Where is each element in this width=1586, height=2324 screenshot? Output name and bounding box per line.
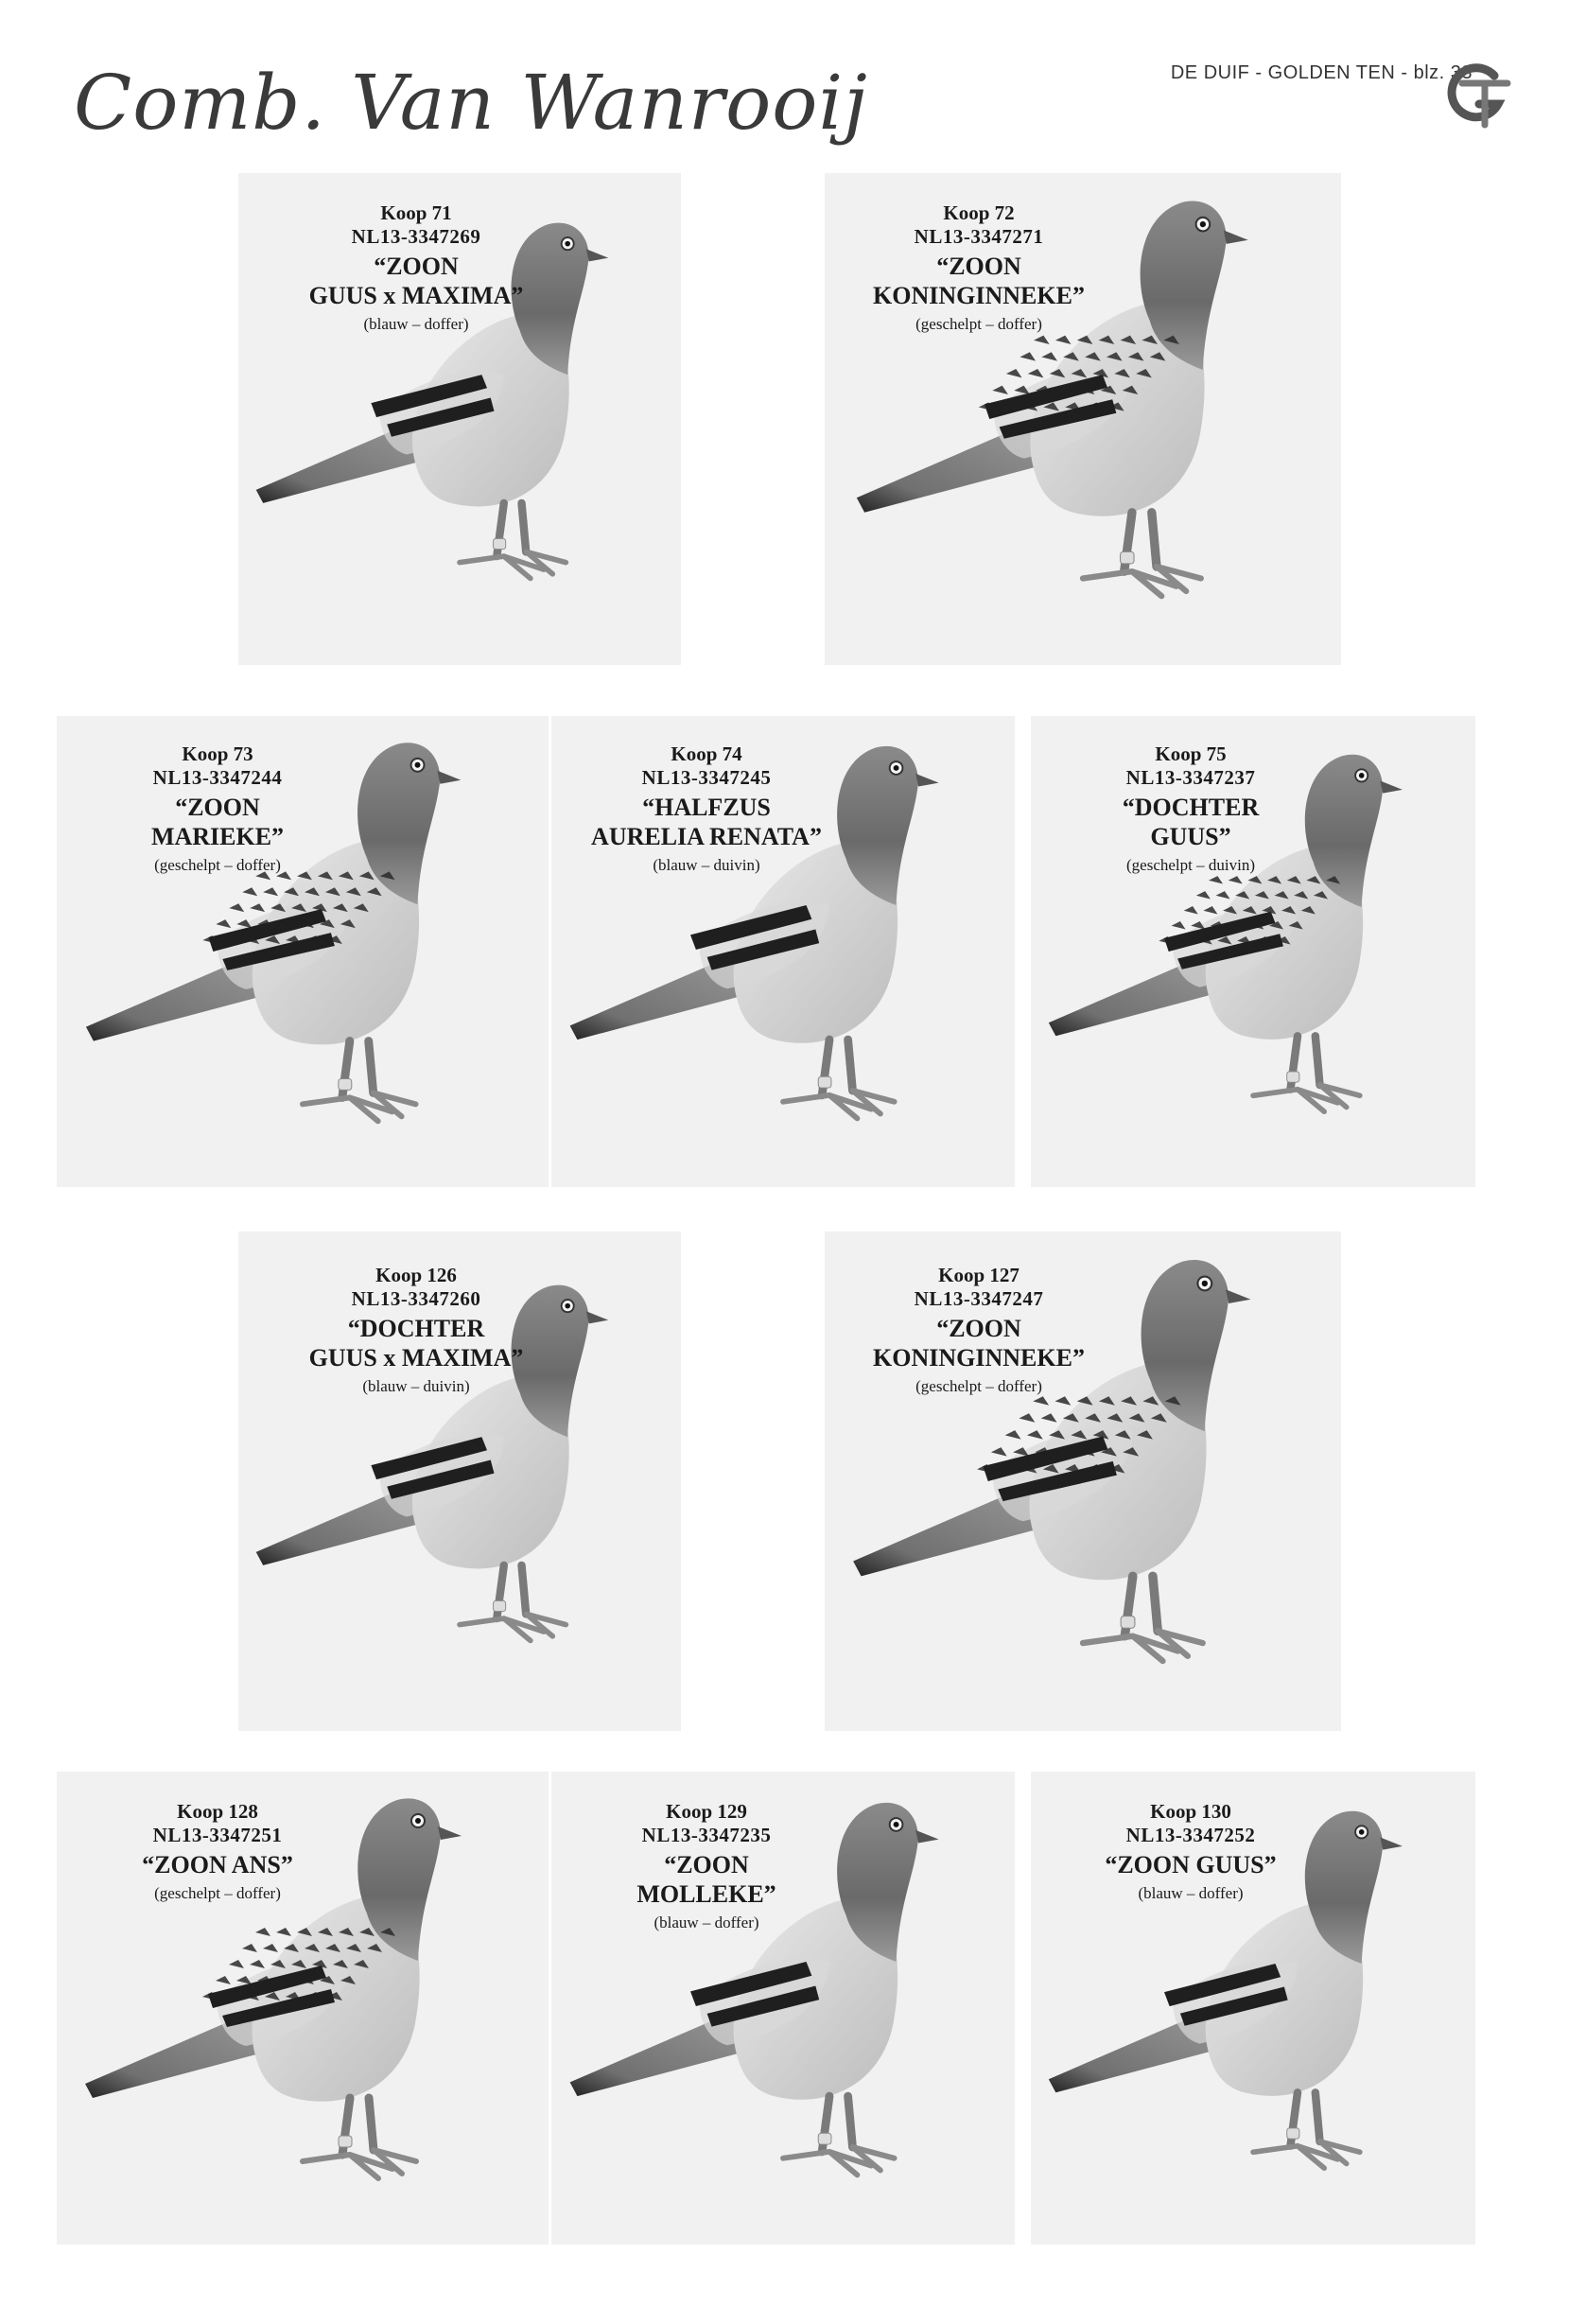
pigeon-label — [565, 743, 848, 876]
pigeon-label — [274, 1264, 558, 1397]
page-title: Comb. Van Wanrooij — [74, 59, 868, 147]
color-sex: (geschelpt – doffer) — [154, 856, 281, 874]
pigeon-label — [274, 201, 558, 335]
lot-number: Koop 73 — [182, 743, 253, 765]
lot-number: Koop 129 — [666, 1800, 747, 1823]
pigeon-label — [837, 1264, 1121, 1397]
lot-number: Koop 126 — [375, 1264, 457, 1286]
pigeon-label — [837, 201, 1121, 335]
lot-number: Koop 130 — [1150, 1800, 1231, 1823]
color-sex: (blauw – doffer) — [1138, 1884, 1244, 1902]
color-sex: (geschelpt – duivin) — [1126, 856, 1255, 874]
color-sex: (blauw – doffer) — [654, 1913, 759, 1931]
pigeon-name: “DOCHTER GUUS x MAXIMA” — [308, 1315, 524, 1372]
color-sex: (geschelpt – doffer) — [915, 1377, 1042, 1395]
golden-ten-logo-icon — [1445, 55, 1513, 131]
ring-number: NL13-3347269 — [351, 225, 481, 248]
ring-number: NL13-3347235 — [641, 1824, 772, 1846]
color-sex: (blauw – duivin) — [362, 1377, 470, 1395]
color-sex: (blauw – duivin) — [653, 856, 760, 874]
pigeon-name: “HALFZUS AURELIA RENATA” — [591, 794, 822, 850]
pigeon-label — [1049, 743, 1333, 876]
ring-number: NL13-3347244 — [152, 766, 283, 789]
color-sex: (blauw – doffer) — [363, 315, 469, 333]
lot-number: Koop 75 — [1155, 743, 1227, 765]
pigeon-name: “ZOON KONINGINNEKE” — [873, 253, 1085, 309]
lot-number: Koop 72 — [943, 201, 1015, 224]
lot-number: Koop 74 — [671, 743, 742, 765]
ring-number: NL13-3347237 — [1125, 766, 1256, 789]
ring-number: NL13-3347252 — [1125, 1824, 1256, 1846]
lot-number: Koop 128 — [177, 1800, 258, 1823]
ring-number: NL13-3347245 — [641, 766, 772, 789]
pigeon-name: “ZOON MARIEKE” — [150, 794, 285, 850]
page-reference: DE DUIF - GOLDEN TEN - blz. 33 — [1170, 62, 1473, 83]
pigeon-name: “ZOON ANS” — [142, 1851, 293, 1878]
pigeon-label — [76, 1800, 359, 1904]
pigeon-name: “DOCHTER GUUS” — [1122, 794, 1260, 850]
pigeon-label — [76, 743, 359, 876]
color-sex: (geschelpt – doffer) — [915, 315, 1042, 333]
ring-number: NL13-3347251 — [152, 1824, 283, 1846]
pigeon-label — [1049, 1800, 1333, 1904]
lot-number: Koop 127 — [938, 1264, 1020, 1286]
pigeon-name: “ZOON KONINGINNEKE” — [873, 1315, 1085, 1372]
pigeon-name: “ZOON GUUS x MAXIMA” — [308, 253, 524, 309]
ring-number: NL13-3347247 — [914, 1287, 1044, 1310]
pigeon-name: “ZOON MOLLEKE” — [636, 1851, 776, 1908]
ring-number: NL13-3347260 — [351, 1287, 481, 1310]
color-sex: (geschelpt – doffer) — [154, 1884, 281, 1902]
pigeon-label — [565, 1800, 848, 1933]
pigeon-name: “ZOON GUUS” — [1105, 1851, 1277, 1878]
lot-number: Koop 71 — [380, 201, 452, 224]
ring-number: NL13-3347271 — [914, 225, 1044, 248]
